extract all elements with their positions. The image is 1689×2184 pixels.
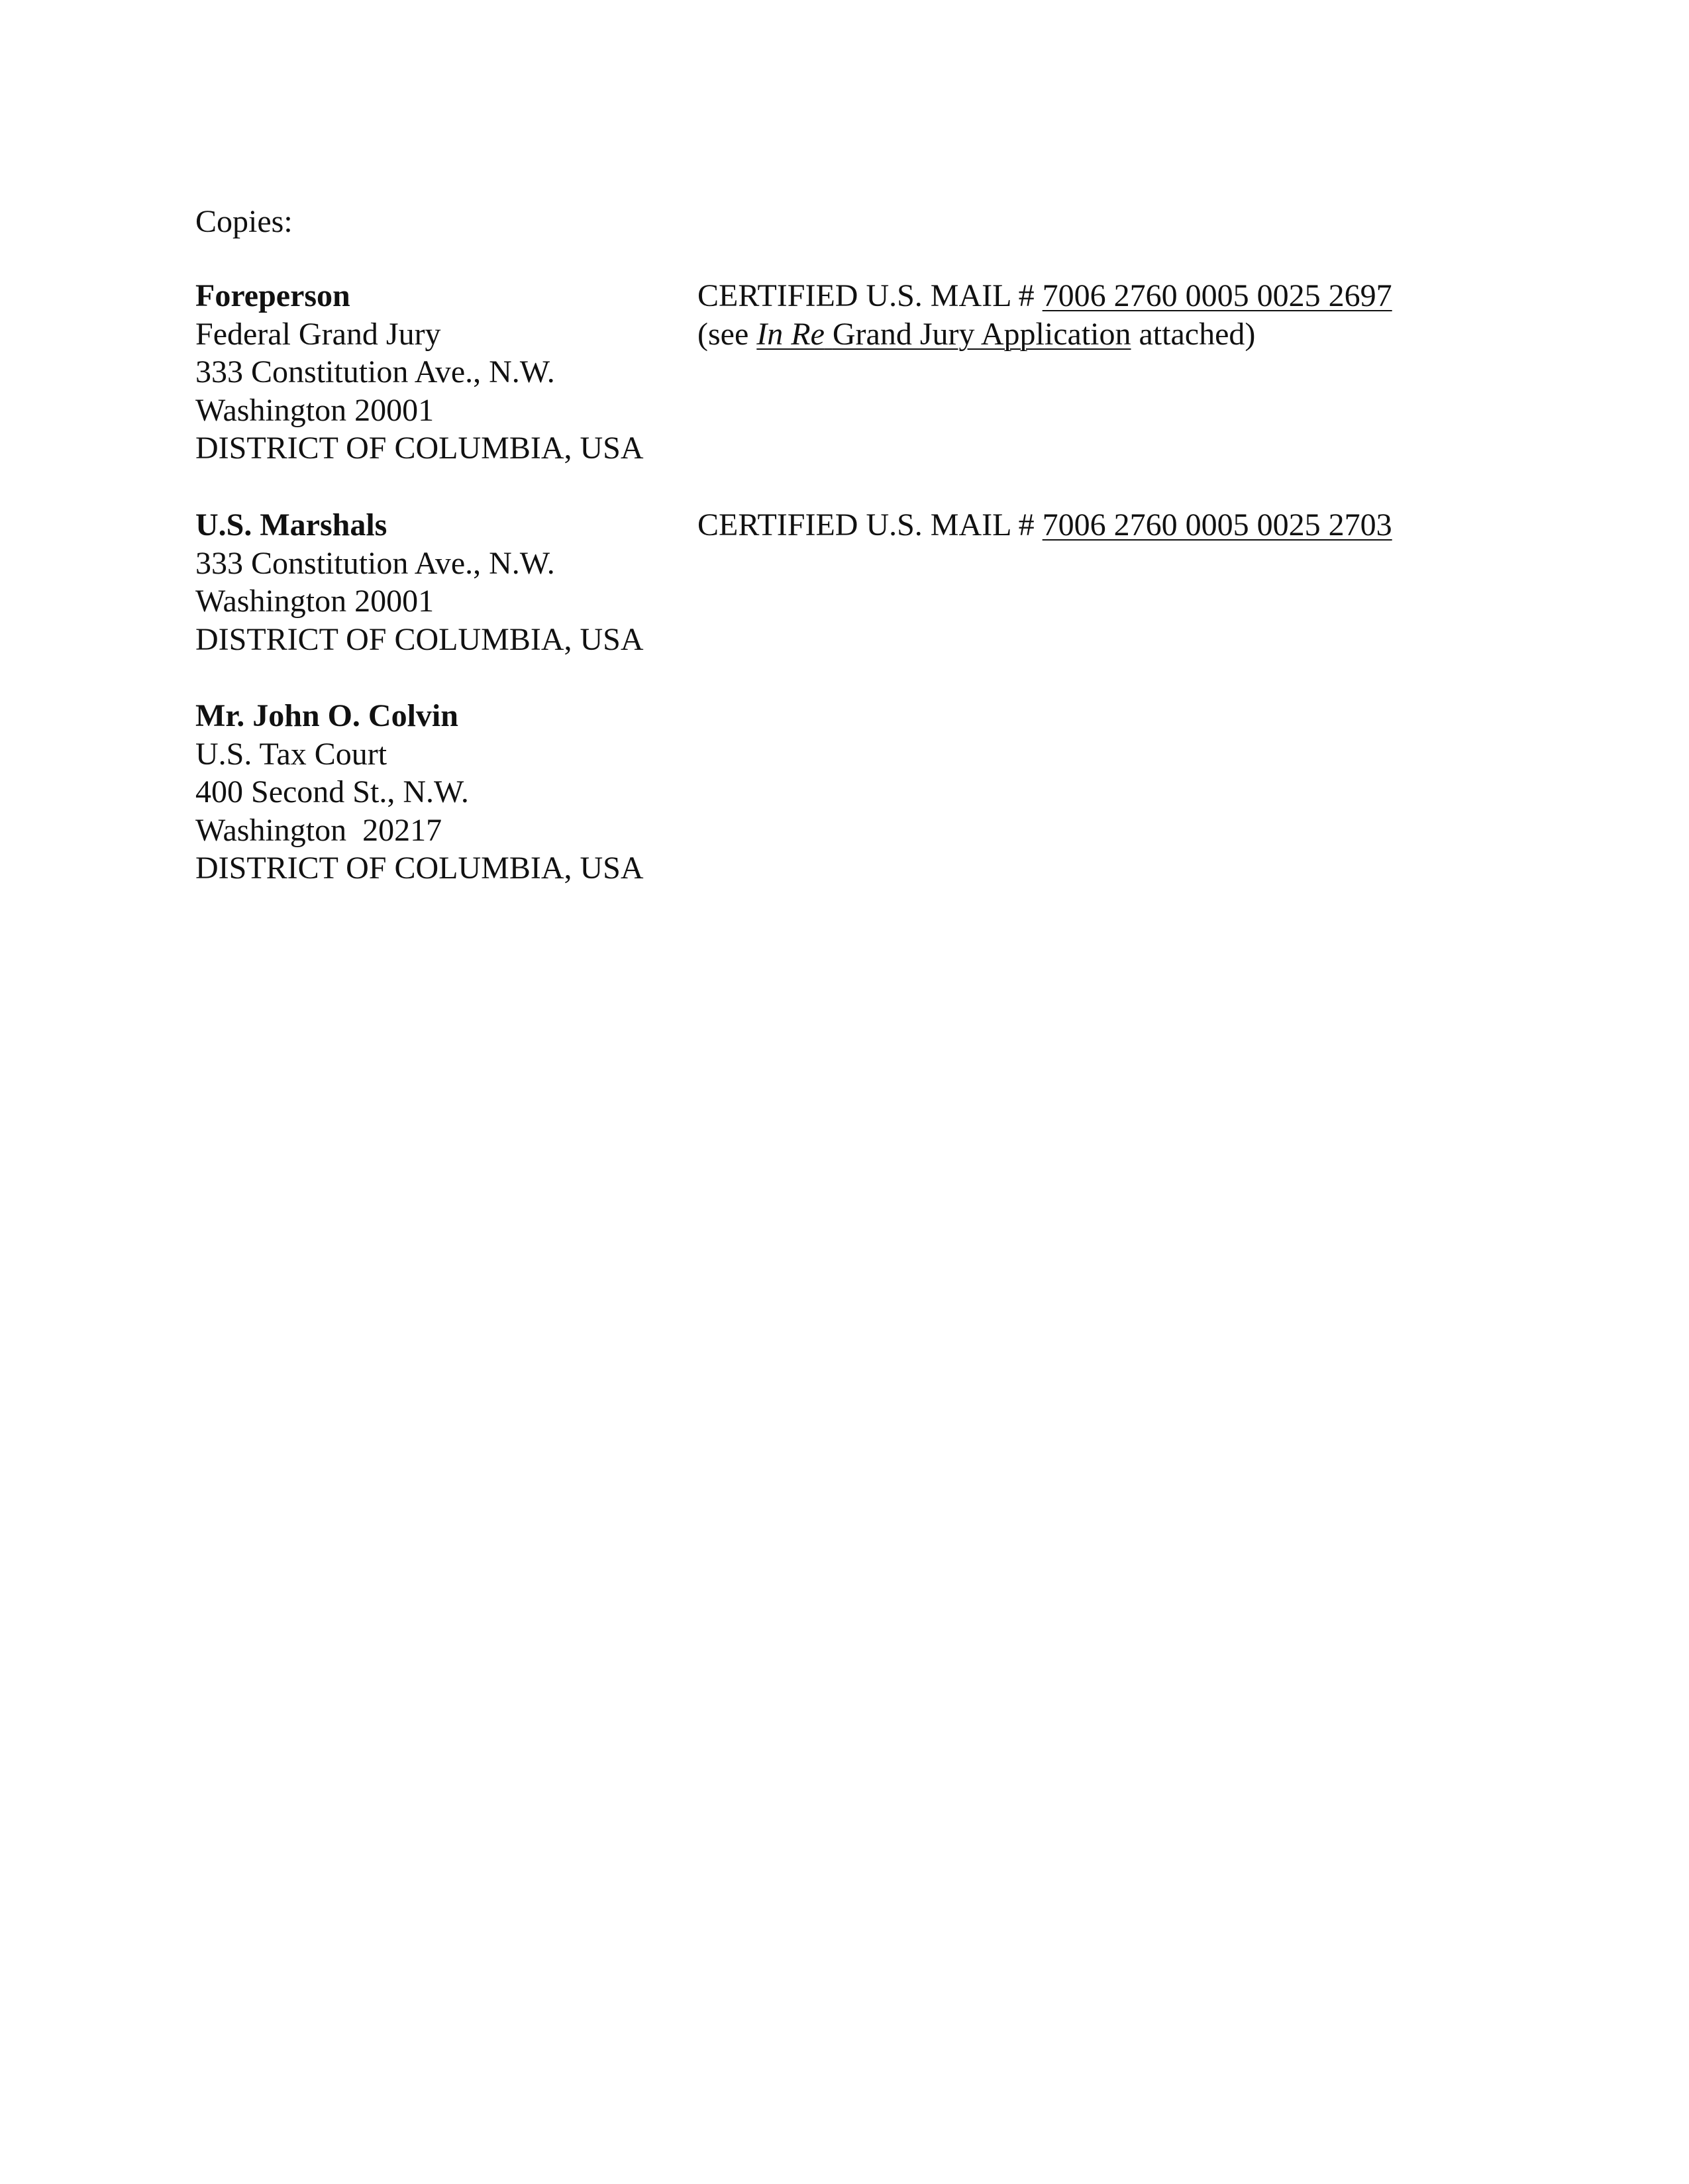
recipient-name: Mr. John O. Colvin xyxy=(195,698,458,733)
certified-mail-number: 7006 2760 0005 0025 2697 xyxy=(1042,278,1392,313)
recipient-name: Foreperson xyxy=(195,278,350,313)
note-italic: In Re xyxy=(756,316,825,352)
note-close: attached) xyxy=(1131,316,1256,352)
recipient-block-colvin xyxy=(195,697,644,888)
address-line: Washington 20001 xyxy=(195,584,435,619)
certified-mail-prefix: CERTIFIED U.S. MAIL # xyxy=(697,507,1043,543)
certified-mail-line xyxy=(697,277,1392,315)
address-line: Washington 20001 xyxy=(195,392,435,428)
address-line: DISTRICT OF COLUMBIA, USA xyxy=(195,851,644,886)
attachment-note xyxy=(697,315,1392,354)
copies-heading: Copies: xyxy=(195,204,293,239)
address-line: 333 Constitution Ave., N.W. xyxy=(195,545,555,581)
certified-mail-block-marshals xyxy=(697,506,1392,545)
address-line: DISTRICT OF COLUMBIA, USA xyxy=(195,621,644,657)
address-line: Washington 20217 xyxy=(195,812,442,848)
recipient-block-marshals xyxy=(195,506,644,658)
recipient-name: U.S. Marshals xyxy=(195,507,387,543)
certified-mail-number: 7006 2760 0005 0025 2703 xyxy=(1042,507,1392,543)
certified-mail-prefix: CERTIFIED U.S. MAIL # xyxy=(697,278,1043,313)
address-line: DISTRICT OF COLUMBIA, USA xyxy=(195,431,644,466)
note-space xyxy=(825,317,833,352)
recipient-block-foreperson xyxy=(195,277,644,468)
note-open: (see xyxy=(697,316,757,352)
address-line: U.S. Tax Court xyxy=(195,736,387,772)
certified-mail-line xyxy=(697,506,1392,545)
address-line: 333 Constitution Ave., N.W. xyxy=(195,354,555,390)
address-line: Federal Grand Jury xyxy=(195,316,441,352)
note-underlined: Grand Jury Application xyxy=(832,316,1131,352)
certified-mail-block-foreperson xyxy=(697,277,1392,353)
address-line: 400 Second St., N.W. xyxy=(195,774,469,809)
